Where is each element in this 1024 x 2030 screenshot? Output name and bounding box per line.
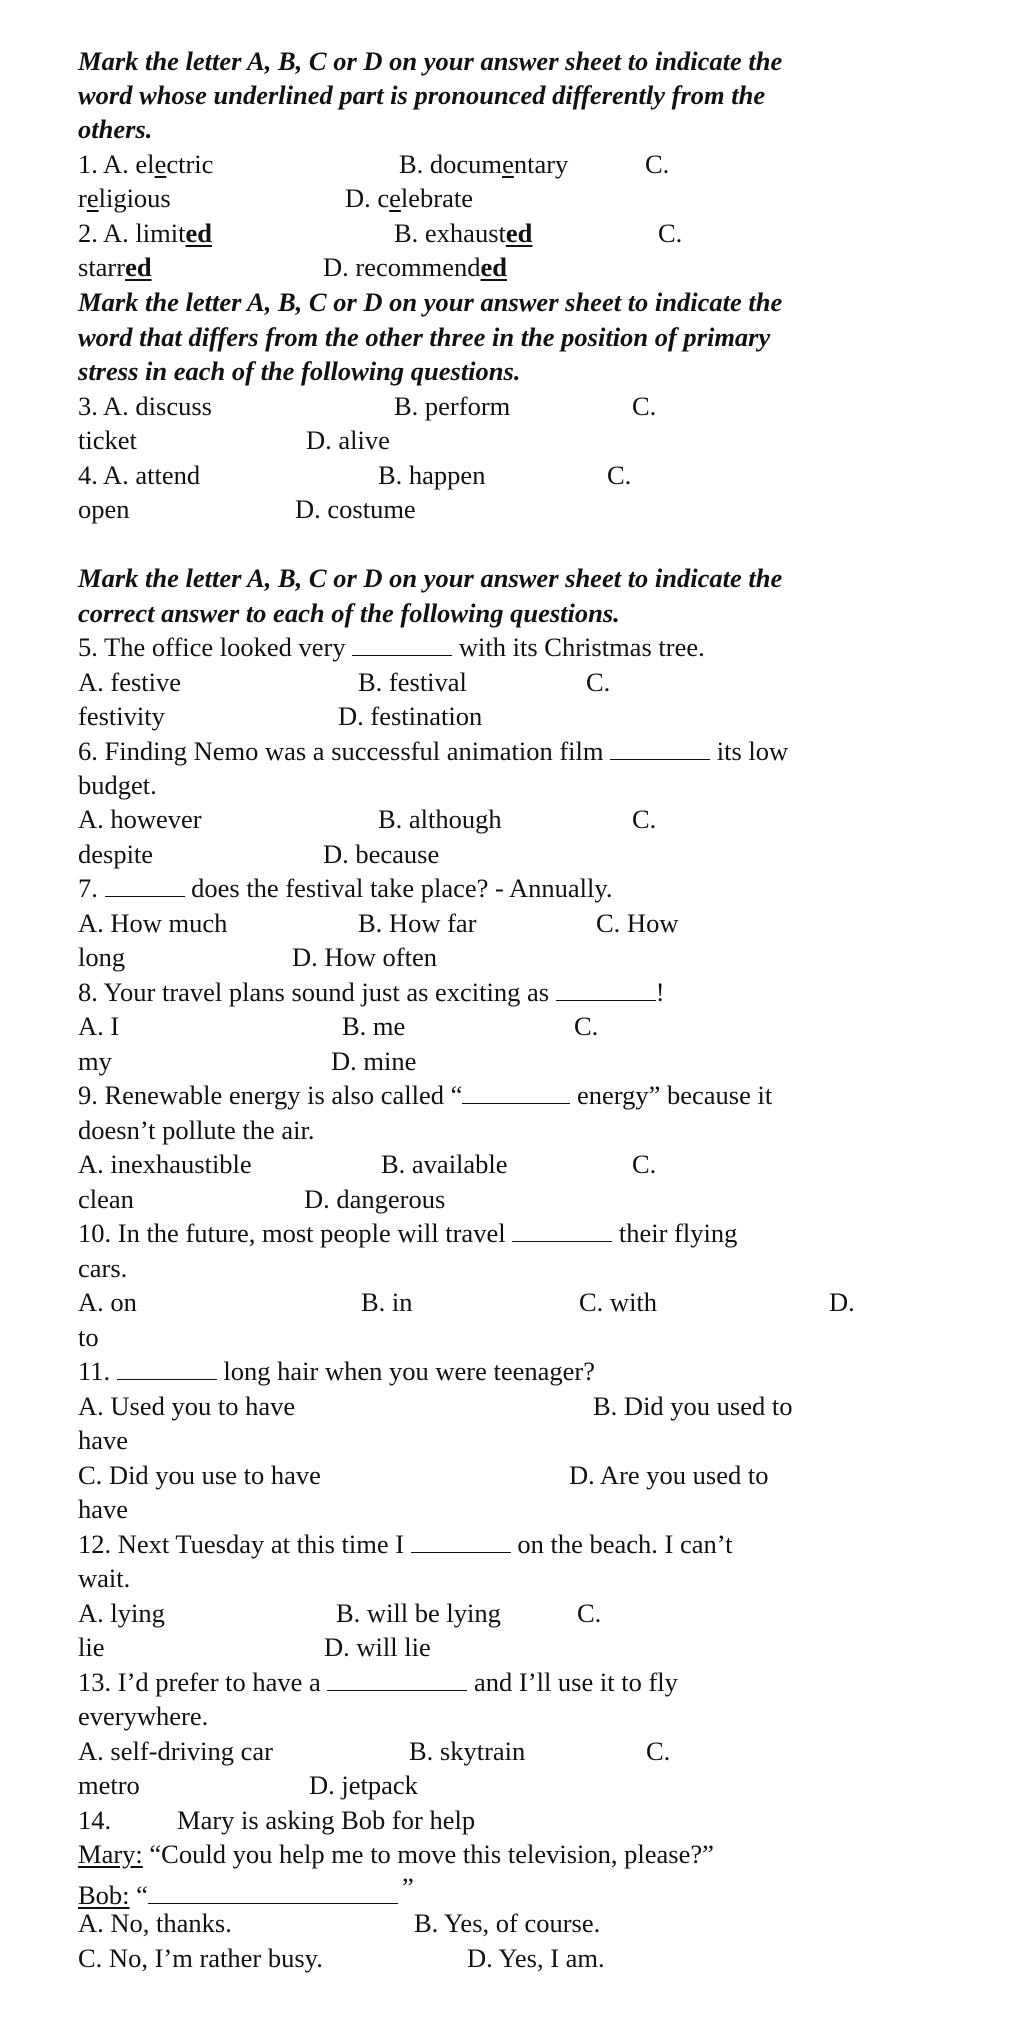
q10-option-a: A. on — [78, 1287, 137, 1317]
underlined-sound: ed — [185, 218, 212, 248]
q2-option-c: starred — [78, 252, 152, 282]
underlined-sound: e — [86, 183, 99, 213]
q14-option-c: C. No, I’m rather busy. — [78, 1943, 323, 1973]
q10-option-b: B. in — [361, 1287, 413, 1317]
q14-number: 14. — [78, 1805, 112, 1835]
q1-option-d: D. celebrate — [345, 183, 474, 213]
q11-option-b: B. Did you used to — [593, 1391, 793, 1421]
section2-instruction-line1: Mark the letter A, B, C or D on your answer sheet to indicate the — [78, 287, 783, 317]
q11-option-d-continued: have — [78, 1494, 129, 1524]
answer-blank — [462, 1081, 570, 1104]
section2-instruction-line2: word that differs from the other three in the position of primary — [78, 322, 771, 352]
q7-option-d: D. How often — [292, 942, 437, 972]
answer-blank — [117, 1357, 217, 1380]
q14-option-d: D. Yes, I am. — [467, 1943, 605, 1973]
answer-blank — [512, 1219, 612, 1242]
underlined-sound: e — [502, 149, 514, 179]
q3-option-c-letter: C. — [632, 391, 657, 421]
q13-option-a: A. self-driving car — [78, 1736, 273, 1766]
q2-option-a: 2. A. limited — [78, 218, 212, 248]
q6-option-d: D. because — [323, 839, 440, 869]
q13-option-c: metro — [78, 1770, 140, 1800]
q8-option-c: my — [78, 1046, 112, 1076]
q11-stem: 11. long hair when you were teenager? — [78, 1356, 595, 1386]
q6-option-c-letter: C. — [632, 804, 657, 834]
q14-bob-line: Bob: “ ” — [78, 1872, 414, 1910]
q12-option-c: lie — [78, 1632, 105, 1662]
q2-option-b: B. exhausted — [394, 218, 533, 248]
q1-option-c-letter: C. — [645, 149, 670, 179]
q9-option-d: D. dangerous — [304, 1184, 446, 1214]
q4-option-d: D. costume — [295, 494, 416, 524]
q6-stem-continued: budget. — [78, 770, 157, 800]
section3-instruction-line1: Mark the letter A, B, C or D on your answer sheet to indicate the — [78, 563, 783, 593]
q9-option-b: B. available — [381, 1149, 508, 1179]
q14-option-a: A. No, thanks. — [78, 1908, 232, 1938]
q12-stem: 12. Next Tuesday at this time I on the beach. I can’t — [78, 1529, 733, 1559]
q6-option-a: A. however — [78, 804, 202, 834]
answer-blank — [556, 978, 656, 1001]
speaker-bob: Bob: — [78, 1880, 130, 1910]
q9-option-c: clean — [78, 1184, 134, 1214]
q12-option-c-letter: C. — [577, 1598, 602, 1628]
q8-option-c-letter: C. — [574, 1011, 599, 1041]
q10-option-c: C. with — [579, 1287, 658, 1317]
q3-option-a: 3. A. discuss — [78, 391, 212, 421]
q9-option-a: A. inexhaustible — [78, 1149, 252, 1179]
q6-option-c: despite — [78, 839, 154, 869]
q7-stem: 7. does the festival take place? - Annually. — [78, 873, 613, 903]
q10-option-d-letter: D. — [829, 1287, 855, 1317]
q8-stem: 8. Your travel plans sound just as exciting as ! — [78, 977, 665, 1007]
q5-option-b: B. festival — [358, 667, 467, 697]
q3-option-d: D. alive — [306, 425, 390, 455]
q13-option-c-letter: C. — [646, 1736, 671, 1766]
q1-option-a: 1. A. electric — [78, 149, 214, 179]
q1-option-c: religious — [78, 183, 171, 213]
q4-option-a: 4. A. attend — [78, 460, 201, 490]
section3-instruction-line2: correct answer to each of the following questions. — [78, 598, 620, 628]
q7-option-c-letter: C. How — [596, 908, 679, 938]
answer-blank — [411, 1530, 511, 1553]
q7-option-b: B. How far — [358, 908, 477, 938]
underlined-sound: e — [154, 149, 167, 179]
section1-instruction-line2: word whose underlined part is pronounced differently from the — [78, 80, 766, 110]
q12-option-d: D. will lie — [324, 1632, 431, 1662]
q5-option-c-letter: C. — [586, 667, 611, 697]
q14-option-b: B. Yes, of course. — [414, 1908, 601, 1938]
q3-option-c: ticket — [78, 425, 137, 455]
underlined-sound: ed — [480, 252, 507, 282]
q8-option-a: A. I — [78, 1011, 120, 1041]
section1-instruction-line1: Mark the letter A, B, C or D on your answer sheet to indicate the — [78, 46, 783, 76]
q9-stem: 9. Renewable energy is also called “ energy” because it — [78, 1080, 773, 1110]
q5-option-c: festivity — [78, 701, 165, 731]
q13-stem: 13. I’d prefer to have a and I’ll use it to fly — [78, 1667, 678, 1697]
q11-option-b-continued: have — [78, 1425, 129, 1455]
q2-option-d: D. recommended — [323, 252, 507, 282]
answer-blank — [352, 633, 452, 656]
q7-option-c: long — [78, 942, 126, 972]
q11-option-d: D. Are you used to — [569, 1460, 769, 1490]
underlined-sound: ed — [505, 218, 533, 248]
q6-option-b: B. although — [378, 804, 502, 834]
underlined-sound: e — [389, 183, 401, 213]
q4-option-c-letter: C. — [607, 460, 632, 490]
section2-instruction-line3: stress in each of the following questions. — [78, 356, 521, 386]
q10-stem-continued: cars. — [78, 1253, 128, 1283]
q10-option-d: to — [78, 1322, 99, 1352]
q12-option-a: A. lying — [78, 1598, 165, 1628]
q13-option-b: B. skytrain — [409, 1736, 526, 1766]
q5-option-a: A. festive — [78, 667, 182, 697]
q9-option-c-letter: C. — [632, 1149, 657, 1179]
q10-stem: 10. In the future, most people will travel their flying — [78, 1218, 738, 1248]
answer-blank — [148, 1873, 398, 1904]
q8-option-d: D. mine — [331, 1046, 417, 1076]
q11-option-c: C. Did you use to have — [78, 1460, 321, 1490]
speaker-mary: Mary: — [78, 1839, 143, 1869]
q4-option-b: B. happen — [378, 460, 486, 490]
q9-stem-continued: doesn’t pollute the air. — [78, 1115, 315, 1145]
q12-stem-continued: wait. — [78, 1563, 131, 1593]
q14-mary-line: Mary: “Could you help me to move this television, please?” — [78, 1839, 714, 1869]
section1-instruction-line3: others. — [78, 114, 153, 144]
q8-option-b: B. me — [342, 1011, 406, 1041]
q7-option-a: A. How much — [78, 908, 228, 938]
answer-blank — [610, 737, 710, 760]
q1-option-b: B. documentary — [399, 149, 569, 179]
answer-blank — [327, 1668, 467, 1691]
underlined-sound: ed — [125, 252, 152, 282]
q3-option-b: B. perform — [394, 391, 511, 421]
q13-stem-continued: everywhere. — [78, 1701, 209, 1731]
q2-option-c-letter: C. — [658, 218, 683, 248]
answer-blank — [105, 874, 185, 897]
q6-stem: 6. Finding Nemo was a successful animation film its low — [78, 736, 789, 766]
q14-stem: Mary is asking Bob for help — [177, 1805, 476, 1835]
q5-stem: 5. The office looked very with its Christmas tree. — [78, 632, 705, 662]
q11-option-a: A. Used you to have — [78, 1391, 296, 1421]
q13-option-d: D. jetpack — [309, 1770, 418, 1800]
q12-option-b: B. will be lying — [336, 1598, 501, 1628]
q5-option-d: D. festination — [338, 701, 483, 731]
q4-option-c: open — [78, 494, 130, 524]
